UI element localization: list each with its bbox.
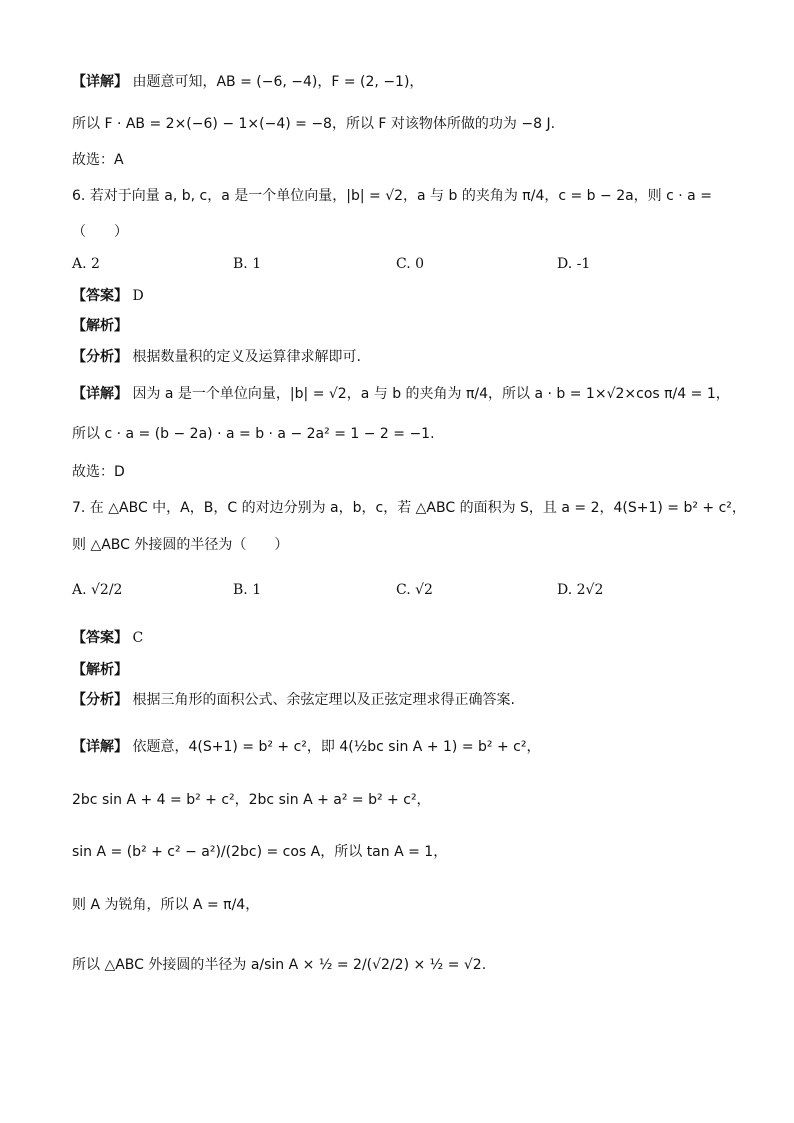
conclusion-text: 所以 △ABC 外接圆的半径为 a/sin A × ½ = 2/(√2/2) × ½ = √2. bbox=[72, 957, 487, 973]
answer-tag: 【答案】 bbox=[72, 630, 128, 646]
derivation-text: 所以 c · a = (b − 2a) · a = b · a − 2a² = 1 − 2 = −1. bbox=[72, 426, 435, 442]
question-7-text-2: 则 △ABC 外接圆的半径为（ ） bbox=[72, 537, 289, 553]
q7-detail-line bbox=[72, 737, 540, 757]
q7-derivation-line-1 bbox=[72, 790, 431, 810]
fenxi-tag: 【分析】 bbox=[72, 692, 128, 708]
q6-option-c-text: C. 0 bbox=[396, 256, 425, 272]
question-7-text: 7. 在 △ABC 中，A，B，C 的对边分别为 a，b，c，若 △ABC 的面积为 S，且 a = 2，4(S+1) = b² + c²， bbox=[72, 500, 746, 516]
q6-detail-line bbox=[72, 384, 730, 404]
work-calculation-text: 所以 F · AB = 2×(−6) − 1×(−4) = −8，所以 F 对该物体所做的功为 −8 J. bbox=[72, 116, 556, 132]
derivation-text: 则 A 为锐角，所以 A = π/4， bbox=[72, 897, 260, 913]
q6-choice-line bbox=[72, 462, 125, 482]
choice-text: 故选：D bbox=[72, 464, 125, 480]
q7-option-a-text: A. √2/2 bbox=[72, 582, 123, 598]
analysis-tag: 【解析】 bbox=[72, 318, 128, 334]
question-6-bracket-text: （ ） bbox=[72, 224, 128, 240]
q6-option-b-text: B. 1 bbox=[233, 256, 262, 272]
derivation-text: sin A = (b² + c² − a²)/(2bc) = cos A，所以 tan A = 1， bbox=[72, 844, 448, 860]
detail-text: 因为 a 是一个单位向量，|b| = √2，a 与 b 的夹角为 π/4，所以 a · b = 1×√2×cos π/4 = 1， bbox=[132, 386, 730, 402]
q7-option-b bbox=[233, 580, 261, 600]
q6-option-b bbox=[233, 254, 261, 274]
q6-option-d-text: D. -1 bbox=[557, 256, 591, 272]
q6-fenxi-line bbox=[72, 347, 361, 367]
q7-option-c-text: C. √2 bbox=[396, 582, 433, 598]
detail-tag: 【详解】 bbox=[72, 74, 128, 90]
q6-analysis-heading bbox=[72, 316, 128, 336]
derivation-text: 2bc sin A + 4 = b² + c²，2bc sin A + a² = b² + c²， bbox=[72, 792, 431, 808]
analysis-tag: 【解析】 bbox=[72, 662, 128, 678]
q6-option-a-text: A. 2 bbox=[72, 256, 100, 272]
fenxi-tag: 【分析】 bbox=[72, 349, 128, 365]
detail-text: 依题意，4(S+1) = b² + c²，即 4(½bc sin A + 1) = b² + c²， bbox=[132, 739, 541, 755]
fenxi-text: 根据三角形的面积公式、余弦定理以及正弦定理求得正确答案. bbox=[132, 692, 515, 708]
question-6-stem bbox=[72, 186, 712, 206]
choice-text: 故选：A bbox=[72, 152, 124, 168]
detail-text: 由题意可知，AB = (−6, −4)，F = (2, −1)， bbox=[132, 74, 424, 90]
q7-analysis-heading bbox=[72, 660, 128, 680]
q6-option-d bbox=[557, 254, 590, 274]
q6-option-c bbox=[396, 254, 424, 274]
detail-line-q5 bbox=[72, 72, 423, 92]
answer-value: C bbox=[132, 630, 144, 646]
q7-option-a bbox=[72, 580, 122, 600]
q7-answer-line bbox=[72, 628, 143, 648]
detail-tag: 【详解】 bbox=[72, 386, 128, 402]
choice-line-q5 bbox=[72, 150, 124, 170]
q7-conclusion-line bbox=[72, 955, 486, 975]
q7-option-d-text: D. 2√2 bbox=[557, 582, 604, 598]
q6-derivation-line bbox=[72, 424, 435, 444]
q7-derivation-line-3 bbox=[72, 895, 259, 915]
answer-value: D bbox=[132, 288, 144, 304]
q7-option-d bbox=[557, 580, 603, 600]
fenxi-text: 根据数量积的定义及运算律求解即可. bbox=[132, 349, 361, 365]
detail-tag: 【详解】 bbox=[72, 739, 128, 755]
question-6-bracket bbox=[72, 222, 128, 242]
q6-answer-line bbox=[72, 286, 144, 306]
work-calculation-line bbox=[72, 114, 555, 134]
question-7-stem-2 bbox=[72, 535, 288, 555]
question-7-stem bbox=[72, 498, 746, 518]
q6-option-a bbox=[72, 254, 100, 274]
q7-option-b-text: B. 1 bbox=[233, 582, 262, 598]
q7-derivation-line-2 bbox=[72, 842, 447, 862]
q7-option-c bbox=[396, 580, 433, 600]
question-6-text: 6. 若对于向量 a, b, c，a 是一个单位向量，|b| = √2，a 与 b 的夹角为 π/4，c = b − 2a，则 c · a = bbox=[72, 188, 712, 204]
answer-tag: 【答案】 bbox=[72, 288, 128, 304]
q7-fenxi-line bbox=[72, 690, 515, 710]
